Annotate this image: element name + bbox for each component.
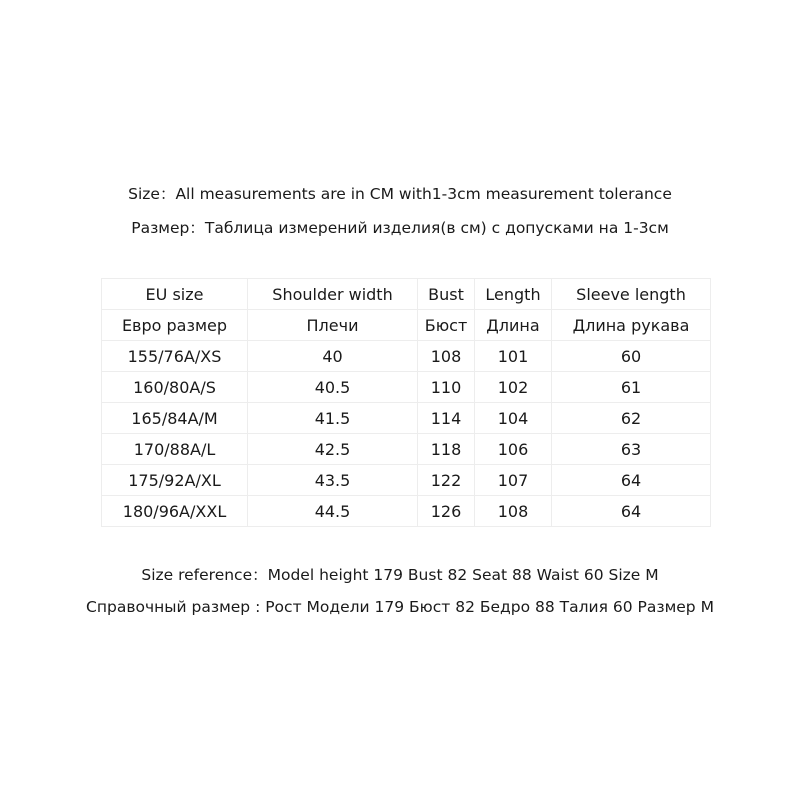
cell-sleeve-length: 64 [552,496,711,527]
cell-length: Length [475,279,552,310]
cell-bust: 110 [418,372,475,403]
cell-eu-size: Евро размер [102,310,248,341]
cell-shoulder-width: 43.5 [248,465,418,496]
header-row-english [102,279,711,310]
cell-shoulder-width: 42.5 [248,434,418,465]
intro-russian: Размер：Таблица измерений изделия(в см) с допусками на 1-3см [131,219,669,237]
size-table-body [102,279,711,527]
cell-bust: 122 [418,465,475,496]
table-row [102,434,711,465]
table-row [102,341,711,372]
cell-length: 108 [475,496,552,527]
size-reference-english: Size reference：Model height 179 Bust 82 Seat 88 Waist 60 Size M [141,566,659,584]
cell-length: Длина [475,310,552,341]
table-row [102,496,711,527]
cell-bust: 114 [418,403,475,434]
cell-sleeve-length: Sleeve length [552,279,711,310]
cell-eu-size: 170/88A/L [102,434,248,465]
cell-length: 102 [475,372,552,403]
cell-sleeve-length: 64 [552,465,711,496]
header-row-russian [102,310,711,341]
cell-bust: 118 [418,434,475,465]
cell-eu-size: EU size [102,279,248,310]
size-table [101,278,711,527]
cell-shoulder-width: 40 [248,341,418,372]
cell-sleeve-length: 63 [552,434,711,465]
cell-sleeve-length: 60 [552,341,711,372]
cell-eu-size: 165/84A/M [102,403,248,434]
cell-eu-size: 160/80A/S [102,372,248,403]
cell-sleeve-length: 61 [552,372,711,403]
cell-length: 107 [475,465,552,496]
cell-shoulder-width: 44.5 [248,496,418,527]
cell-shoulder-width: 40.5 [248,372,418,403]
cell-shoulder-width: Плечи [248,310,418,341]
cell-bust: Бюст [418,310,475,341]
cell-bust: 126 [418,496,475,527]
table-row [102,465,711,496]
cell-eu-size: 155/76A/XS [102,341,248,372]
cell-length: 101 [475,341,552,372]
cell-sleeve-length: Длина рукава [552,310,711,341]
cell-length: 106 [475,434,552,465]
intro-english: Size：All measurements are in CM with1-3cm measurement tolerance [128,185,672,203]
cell-eu-size: 180/96A/XXL [102,496,248,527]
cell-bust: 108 [418,341,475,372]
cell-shoulder-width: 41.5 [248,403,418,434]
cell-sleeve-length: 62 [552,403,711,434]
cell-eu-size: 175/92A/XL [102,465,248,496]
cell-length: 104 [475,403,552,434]
cell-bust: Bust [418,279,475,310]
size-reference-russian: Справочный размер : Рост Модели 179 Бюст 82 Бедро 88 Талия 60 Размер M [86,598,714,616]
table-row [102,403,711,434]
table-row [102,372,711,403]
cell-shoulder-width: Shoulder width [248,279,418,310]
